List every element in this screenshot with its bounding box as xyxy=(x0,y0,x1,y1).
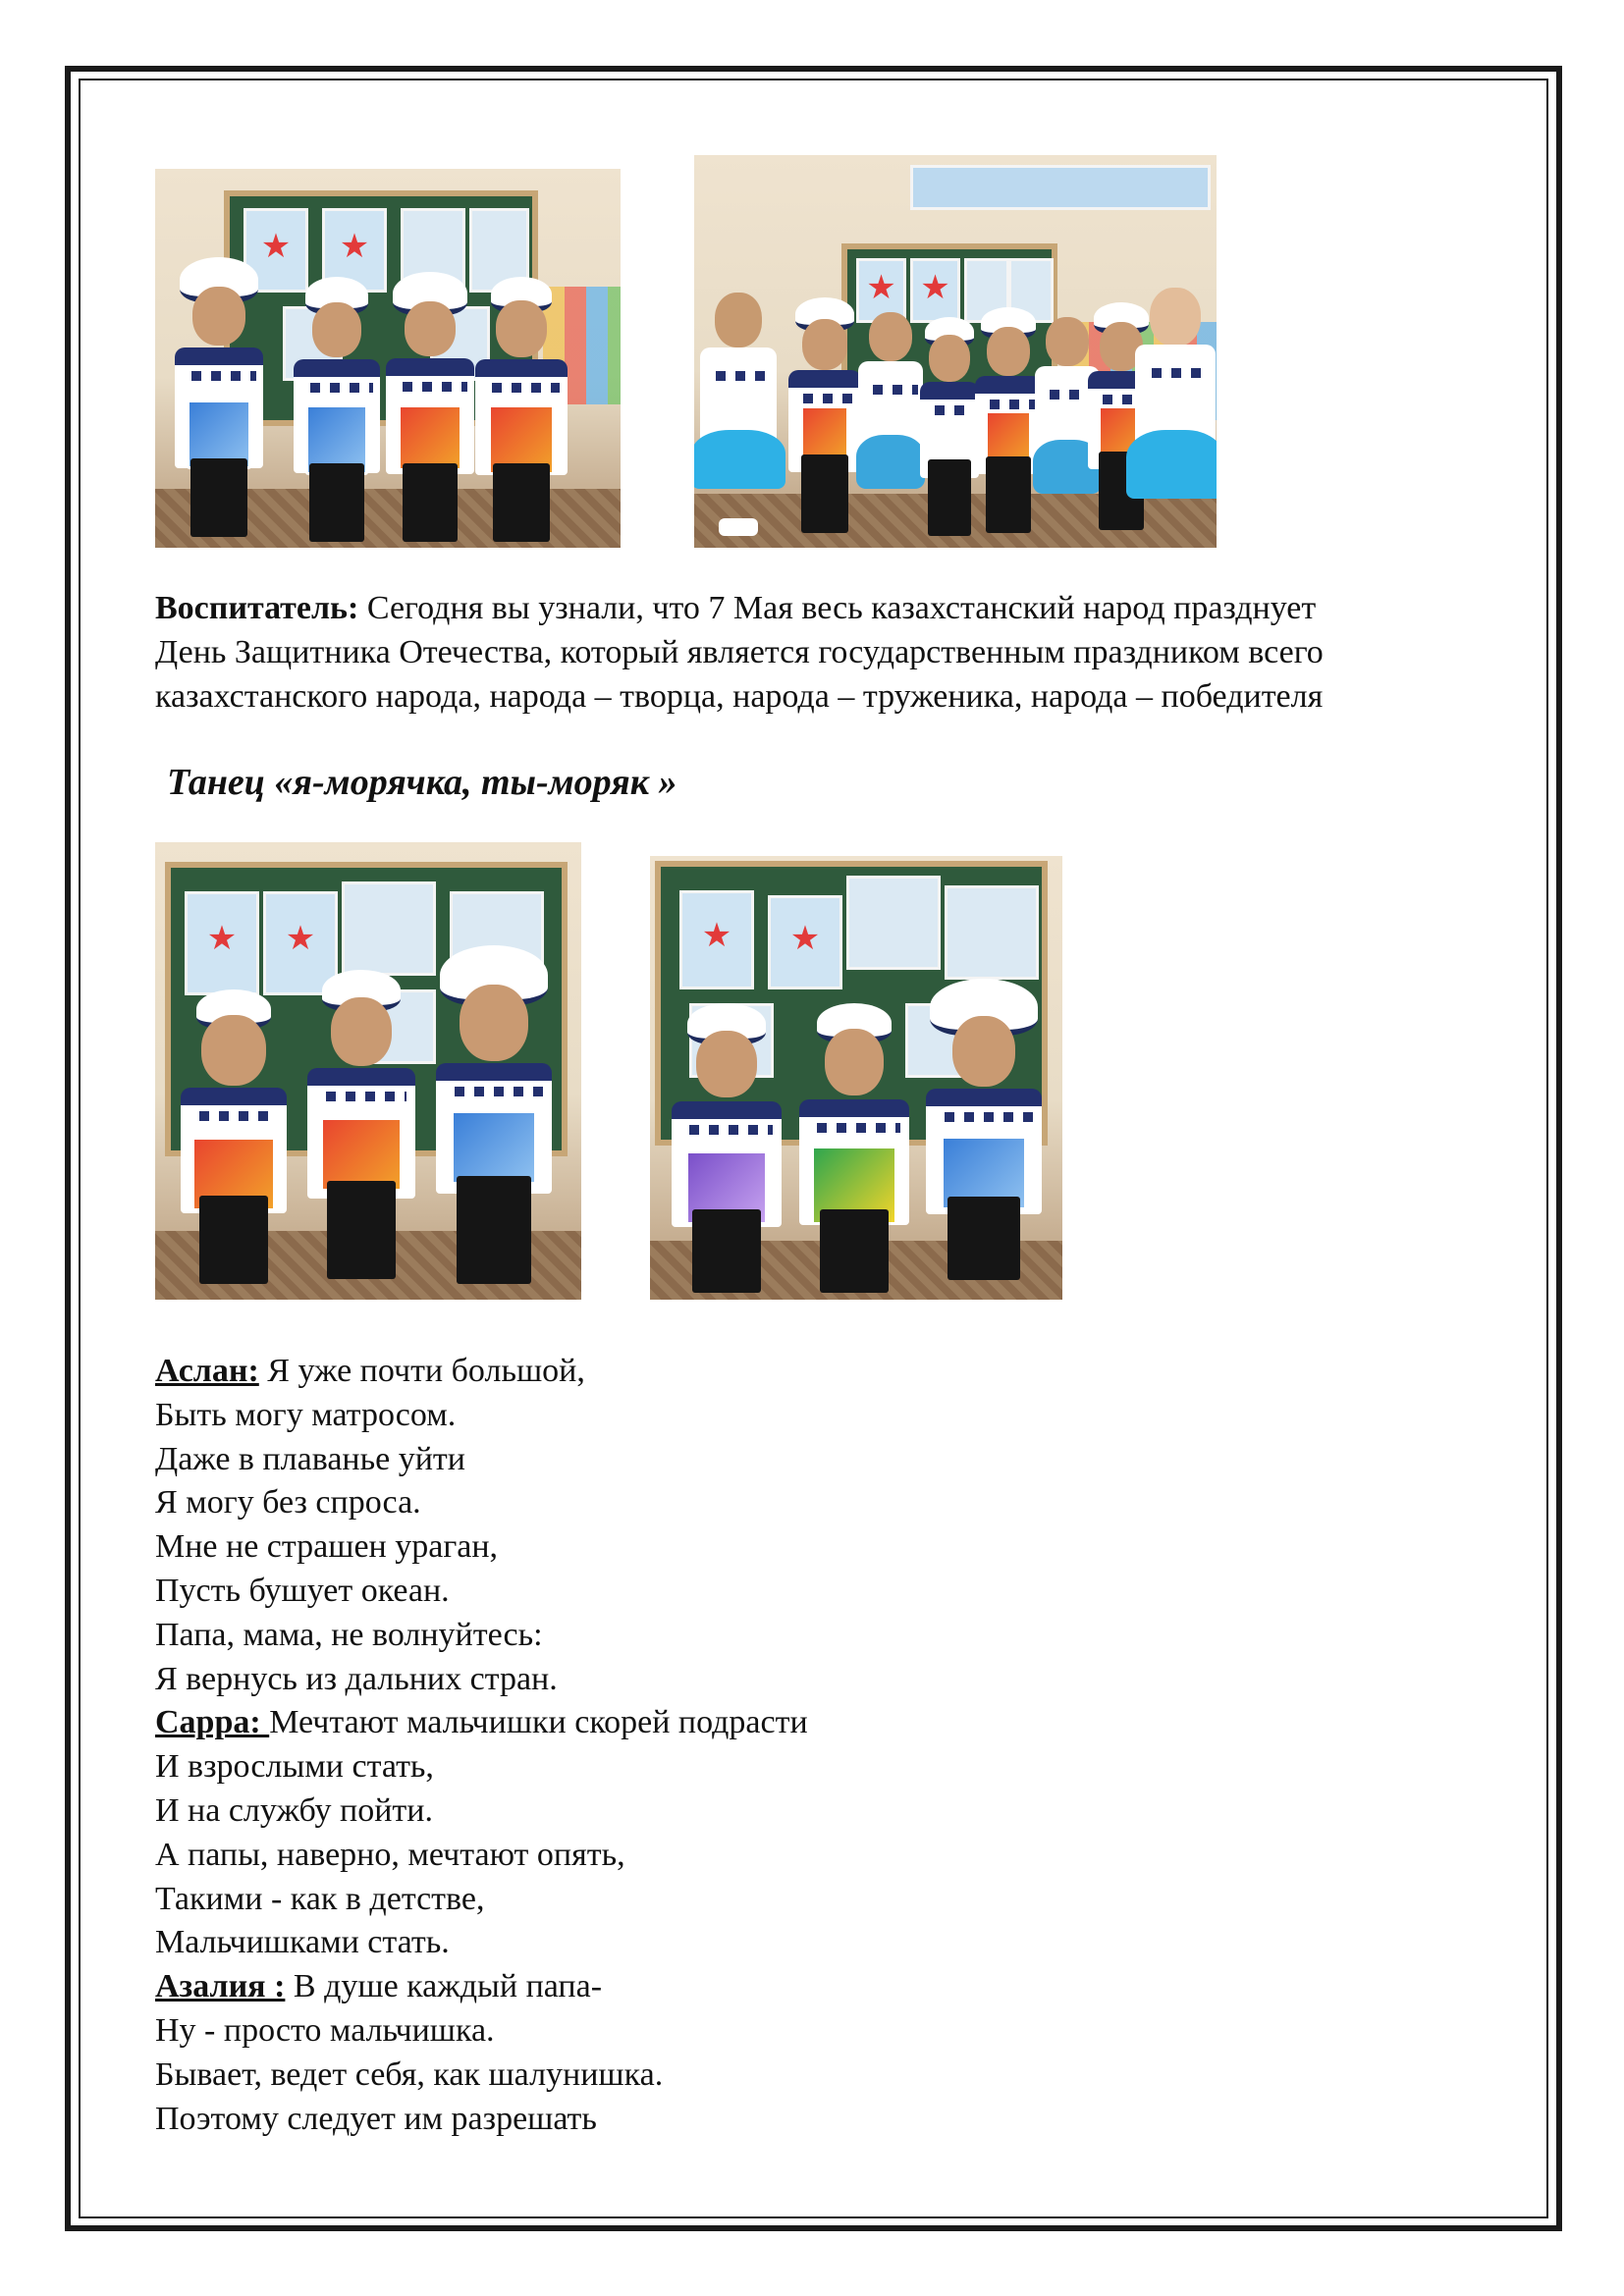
poem-speaker-azaliya: Азалия : xyxy=(155,1968,286,2005)
poem-line: Ну - просто мальчишка. xyxy=(155,2011,495,2049)
poem-line: Пусть бушует океан. xyxy=(155,1572,450,1609)
dance-heading: Танец «я-морячка, ты-моряк » xyxy=(167,762,677,803)
poem-speaker-aslan: Аслан: xyxy=(155,1353,259,1389)
intro-line-2: День Защитника Отечества, который является государственным праздником всего xyxy=(155,634,1324,670)
poem-line: И взрослыми стать, xyxy=(155,1748,434,1786)
poem-line: Даже в плаванье уйти xyxy=(155,1440,465,1477)
poem-line: Я могу без спроса. xyxy=(155,1484,421,1522)
poem-line: Поэтому следует им разрешать xyxy=(155,2100,597,2137)
poem-line xyxy=(155,1965,808,2009)
poem-line: Бывает, ведет себя, как шалунишка. xyxy=(155,2056,664,2093)
intro-speaker: Воспитатель: xyxy=(155,590,359,626)
photo-four-boys xyxy=(155,169,621,548)
poem-line: Быть могу матросом. xyxy=(155,1396,457,1433)
poem-text: Мечтают мальчишки скорей подрасти xyxy=(269,1704,808,1741)
poem-line: И на службу пойти. xyxy=(155,1791,433,1829)
intro-line-1: Сегодня вы узнали, что 7 Мая весь казахстанский народ празднует xyxy=(366,590,1317,626)
photo-three-boys-right xyxy=(650,856,1062,1300)
poem-line: А папы, наверно, мечтают опять, xyxy=(155,1836,625,1873)
poem-text: Я уже почти большой, xyxy=(258,1353,585,1389)
poem xyxy=(155,1350,808,2141)
intro-line-3: казахстанского народа, народа – творца, народа – труженика, народа – победителя xyxy=(155,678,1324,715)
poem-line: Папа, мама, не волнуйтесь: xyxy=(155,1616,543,1653)
photo-group-girls-boys xyxy=(694,155,1217,548)
poem-line xyxy=(155,1701,808,1745)
poem-line: Я вернусь из дальних стран. xyxy=(155,1660,558,1697)
poem-text: В душе каждый папа- xyxy=(285,1968,603,2005)
photo-three-boys-left xyxy=(155,842,581,1300)
intro-paragraph xyxy=(155,586,1530,719)
poem-line: Мне не страшен ураган, xyxy=(155,1528,499,1566)
poem-line xyxy=(155,1350,808,1394)
poem-line: Такими - как в детстве, xyxy=(155,1880,485,1917)
poem-line: Мальчишками стать. xyxy=(155,1924,450,1961)
poem-speaker-sarra: Сарра: xyxy=(155,1704,270,1741)
